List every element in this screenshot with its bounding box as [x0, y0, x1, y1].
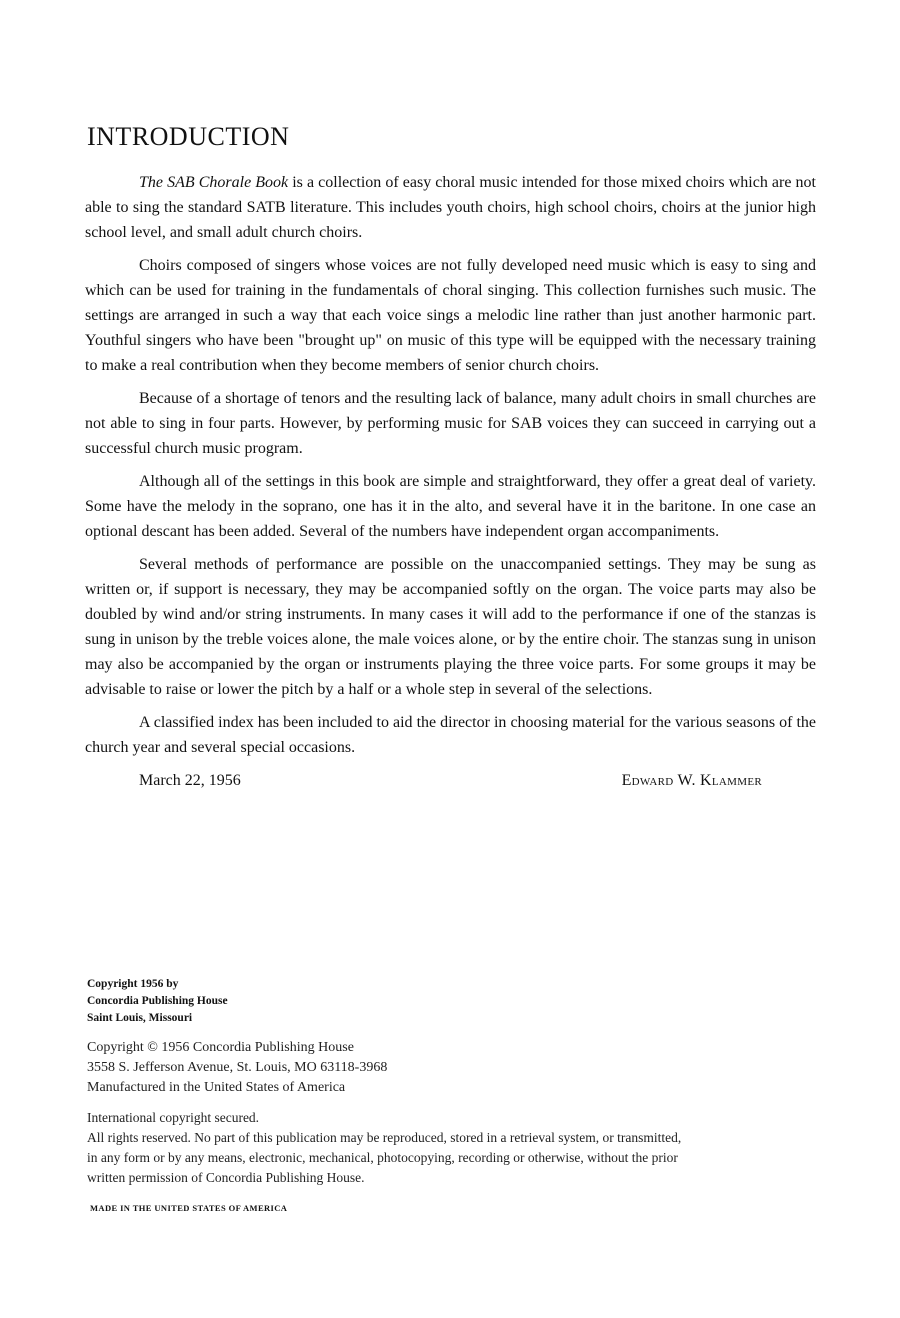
- paragraph-6: A classified index has been included to aid the director in choosing material for the various seasons of the church year and several special occasions.: [85, 714, 816, 756]
- original-copyright-notice: [87, 976, 228, 1027]
- original-copyright-line: Copyright 1956 by: [87, 978, 179, 990]
- rights-line: written permission of Concordia Publishing House.: [87, 1170, 365, 1185]
- paragraph-2: Choirs composed of singers whose voices are not fully developed need music which is easy to sing and which can be used for training in the fundamentals of choral singing. This collection furnishes such music. The settings are arranged in such a way that each voice sings a melodic line rather than just another harmonic part. Youthful singers who have been "brought up" on music of this type will be equipped with the necessary training to make a real contribution when they become members of senior church choirs.: [85, 257, 816, 374]
- introduction-body: [85, 170, 816, 793]
- paragraph-5: Several methods of performance are possible on the unaccompanied settings. They may be sung as written or, if support is necessary, they may be accompanied softly on the organ. The voice parts may also be doubled by wind and/or string instruments. In many cases it will add to the performance if one of the stanzas is sung in unison by the treble voices alone, the male voices alone, or by the entire choir. The stanzas sung in unison may also be accompanied by the organ or instruments playing the three voice parts. For some groups it may be advisable to raise or lower the pitch by a half or a whole step in several of the selections.: [85, 556, 816, 698]
- made-in-usa-label: MADE IN THE UNITED STATES OF AMERICA: [90, 1203, 288, 1213]
- paragraph-3: Because of a shortage of tenors and the resulting lack of balance, many adult choirs in small churches are not able to sing in four parts. However, by performing music for SAB voices they can succeed in carrying out a successful church music program.: [85, 390, 816, 457]
- rights-line: International copyright secured.: [87, 1110, 260, 1125]
- page-title: INTRODUCTION: [87, 122, 290, 151]
- rights-notice: [87, 1108, 827, 1188]
- signoff-date: March 22, 1956: [139, 772, 241, 789]
- signoff-author: Edward W. Klammer: [621, 772, 762, 789]
- publisher-copyright-notice: [87, 1038, 387, 1098]
- original-copyright-line: Saint Louis, Missouri: [87, 1012, 193, 1024]
- publisher-copyright-line: Copyright © 1956 Concordia Publishing House: [87, 1040, 354, 1055]
- paragraph-1: [85, 170, 816, 245]
- book-title-italic: The SAB Chorale Book: [139, 174, 289, 191]
- rights-line: in any form or by any means, electronic, mechanical, photocopying, recording or otherwise, without the prior: [87, 1150, 678, 1165]
- manufacture-line: Manufactured in the United States of America: [87, 1080, 346, 1095]
- publisher-address-line: 3558 S. Jefferson Avenue, St. Louis, MO 63118-3968: [87, 1060, 388, 1075]
- rights-line: All rights reserved. No part of this publication may be reproduced, stored in a retrieval system, or transmitted,: [87, 1130, 682, 1145]
- original-copyright-line: Concordia Publishing House: [87, 995, 228, 1007]
- signoff: [85, 768, 816, 793]
- paragraph-4: Although all of the settings in this book are simple and straightforward, they offer a great deal of variety. Some have the melody in the soprano, one has it in the alto, and several have it in the baritone. In one case an optional descant has been added. Several of the numbers have independent organ accompaniments.: [85, 473, 816, 540]
- paragraph-1-text: is a collection of easy choral music intended for those mixed choirs which are not able to sing the standard SATB literature. This includes youth choirs, high school choirs, choirs at the junior high school level, and small adult church choirs.: [85, 174, 816, 241]
